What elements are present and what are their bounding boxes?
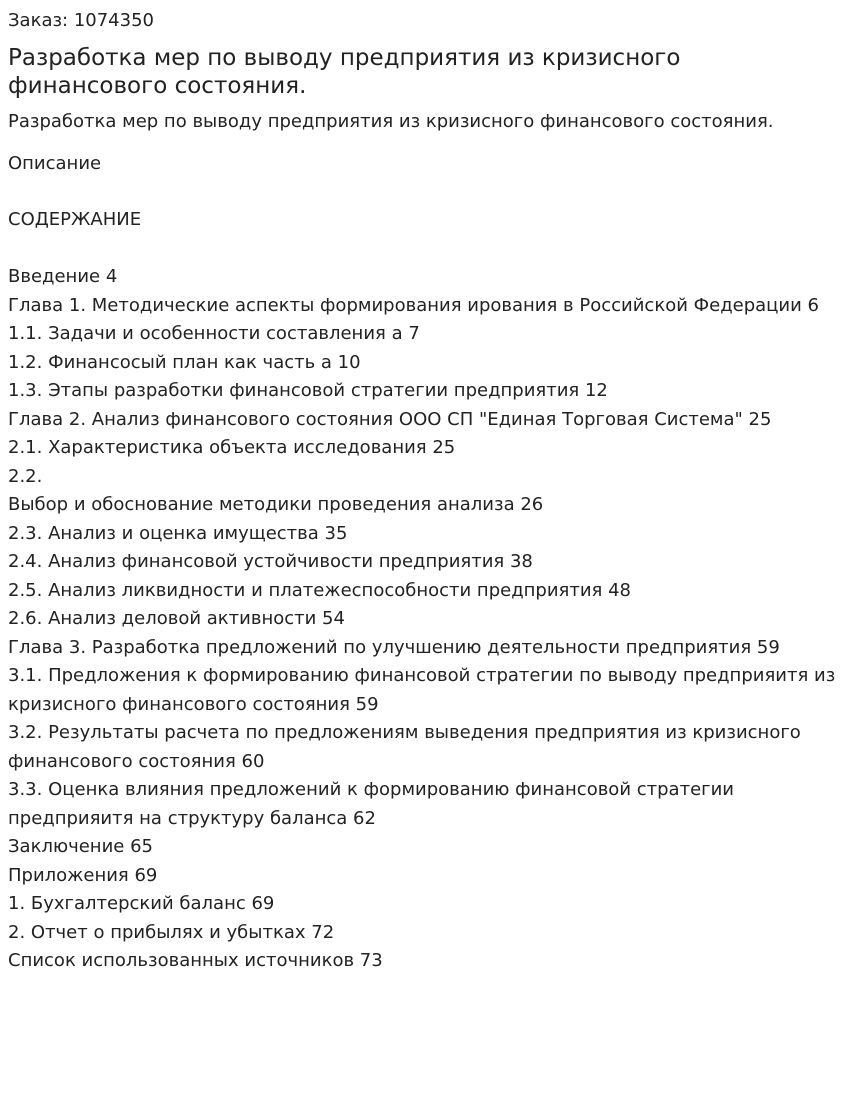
toc-item: Список использованных источников 73 bbox=[8, 950, 383, 971]
toc-item: Введение 4 bbox=[8, 266, 118, 287]
toc-item: Приложения 69 bbox=[8, 864, 158, 886]
toc-item: 1.1. Задачи и особенности составления а 7 bbox=[8, 323, 420, 344]
toc-item: 3.1. Предложения к формированию финансовой стратегии по выводу предприяитя из кризисного финансового состояния 59 bbox=[8, 665, 836, 715]
table-of-contents bbox=[8, 263, 839, 976]
page-title: Разработка мер по выводу предприятия из кризисного финансового состояния. bbox=[8, 45, 681, 99]
toc-item: Глава 1. Методические аспекты формирования ирования в Российской Федерации 6 bbox=[8, 294, 819, 316]
toc-item: Глава 3. Разработка предложений по улучшению деятельности предприятия 59 bbox=[8, 636, 780, 658]
toc-item: 2.4. Анализ финансовой устойчивости предприятия 38 bbox=[8, 551, 533, 572]
toc-item: Выбор и обоснование методики проведения анализа 26 bbox=[8, 494, 544, 515]
toc-item: 1.2. Финансосый план как часть а 10 bbox=[8, 351, 361, 373]
toc-item: Глава 2. Анализ финансового состояния ООО СП "Единая Торговая Система" 25 bbox=[8, 408, 772, 430]
toc-item: 2.3. Анализ и оценка имущества 35 bbox=[8, 522, 348, 544]
toc-item: 1.3. Этапы разработки финансовой стратегии предприятия 12 bbox=[8, 380, 608, 401]
order-number: Заказ: 1074350 bbox=[8, 10, 154, 31]
toc-item: Заключение 65 bbox=[8, 836, 153, 857]
toc-heading: СОДЕРЖАНИЕ bbox=[8, 209, 142, 230]
toc-item: 2.5. Анализ ликвидности и платежеспособности предприятия 48 bbox=[8, 579, 632, 601]
toc-item: 1. Бухгалтерский баланс 69 bbox=[8, 893, 275, 914]
toc-item: 2.2. bbox=[8, 465, 43, 487]
description-heading: Описание bbox=[8, 153, 102, 174]
toc-item: 3.2. Результаты расчета по предложениям выведения предприятия из кризисного финансового состояния 60 bbox=[8, 722, 801, 772]
toc-item: 2.6. Анализ деловой активности 54 bbox=[8, 608, 345, 629]
page-subtitle: Разработка мер по выводу предприятия из кризисного финансового состояния. bbox=[8, 111, 774, 132]
toc-item: 2. Отчет о прибылях и убытках 72 bbox=[8, 921, 335, 943]
toc-item: 2.1. Характеристика объекта исследования 25 bbox=[8, 437, 456, 458]
toc-item: 3.3. Оценка влияния предложений к формированию финансовой стратегии предприяитя на структуру баланса 62 bbox=[8, 779, 734, 829]
